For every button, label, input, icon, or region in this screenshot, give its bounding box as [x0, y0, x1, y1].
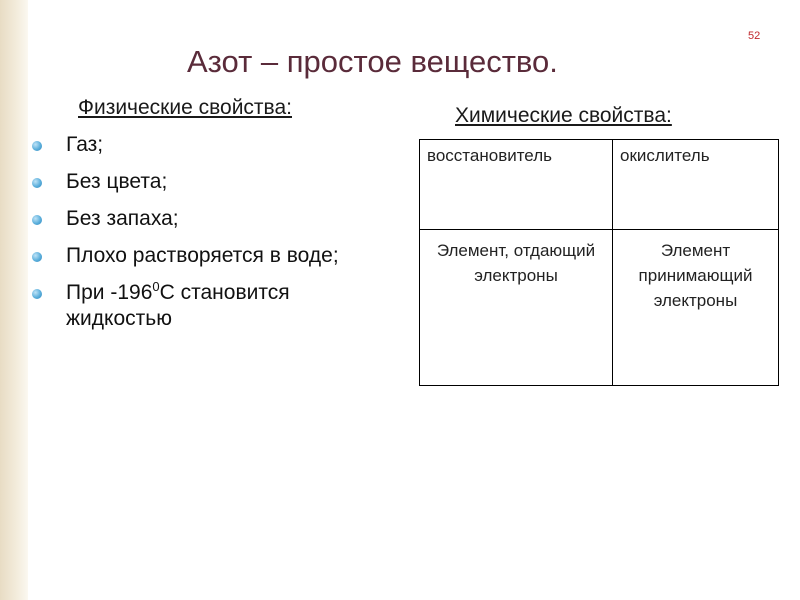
list-item-text: Без запаха;	[66, 207, 179, 230]
physical-properties-list	[30, 132, 375, 343]
list-item	[30, 132, 375, 158]
list-item	[30, 206, 375, 232]
list-item	[30, 280, 375, 332]
table-header-cell: восстановитель	[420, 140, 613, 230]
table-row	[420, 230, 779, 386]
decorative-side-band	[0, 0, 28, 600]
list-item	[30, 243, 375, 269]
list-item-text-post: С становится жидкостью	[66, 281, 290, 330]
table-header-cell: окислитель	[613, 140, 779, 230]
slide-title: Азот – простое вещество.	[187, 44, 558, 79]
table-cell: Элемент принимающий электроны	[613, 230, 779, 386]
list-item	[30, 169, 375, 195]
page-number: 52	[748, 30, 761, 42]
list-item-text-pre: При -196	[66, 281, 153, 304]
table-header-row	[420, 140, 779, 230]
degree-superscript: 0	[152, 279, 160, 294]
chemical-properties-heading: Химические свойства:	[455, 104, 672, 127]
physical-properties-heading: Физические свойства:	[78, 96, 292, 119]
chemical-properties-table	[419, 139, 779, 386]
list-item-text: Газ;	[66, 133, 104, 156]
list-item-text: Без цвета;	[66, 170, 168, 193]
list-item-text: Плохо растворяется в воде;	[66, 244, 339, 267]
table-cell: Элемент, отдающий электроны	[420, 230, 613, 386]
